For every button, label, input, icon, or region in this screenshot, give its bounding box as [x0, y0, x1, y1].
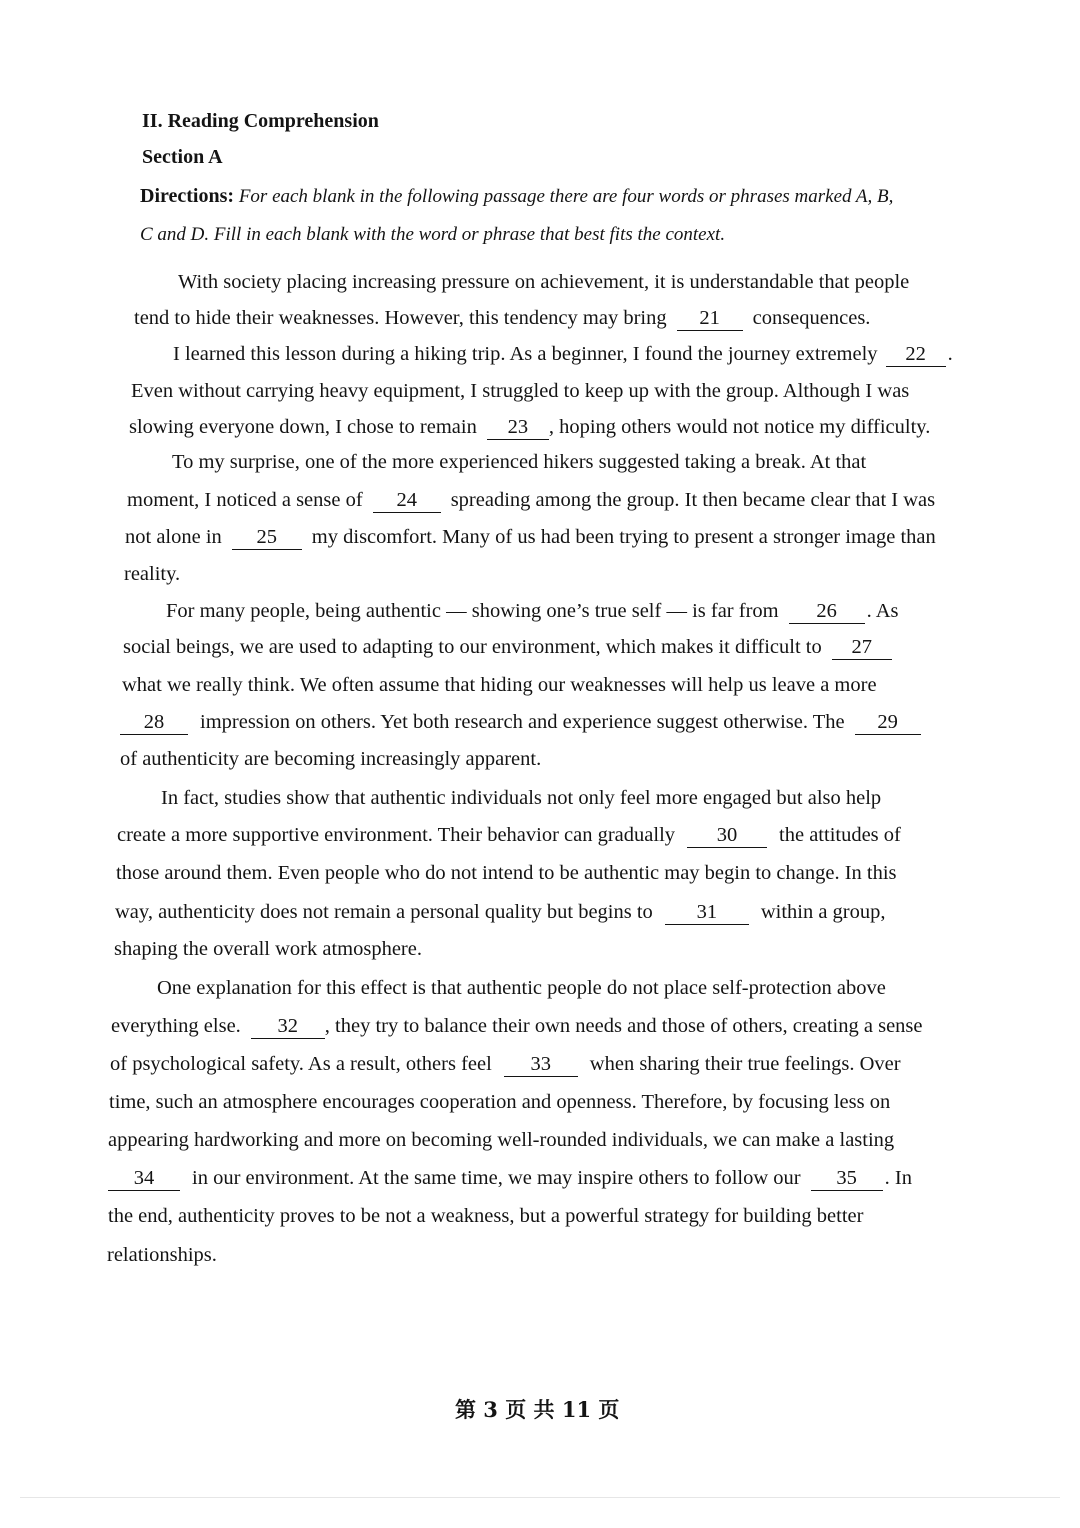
passage-line	[172, 451, 969, 474]
passage-text: appearing hardworking and more on becoming well-rounded individuals, we can make a lasting	[108, 1129, 895, 1151]
passage-line	[108, 1167, 912, 1191]
blank-34: 34	[108, 1167, 180, 1191]
passage-text: consequences.	[752, 307, 871, 329]
blank-35: 35	[811, 1167, 883, 1191]
passage-text: , hoping others would not notice my difficulty.	[548, 416, 931, 438]
blank-31: 31	[665, 901, 749, 925]
passage-text: . As	[866, 600, 899, 622]
passage-text: .	[947, 343, 953, 365]
directions-line-2: C and D. Fill in each blank with the word or phrase that best fits the context.	[140, 224, 726, 245]
passage-text: tend to hide their weaknesses. However, this tendency may bring	[134, 307, 667, 329]
passage-text: time, such an atmosphere encourages cooperation and openness. Therefore, by focusing less on	[109, 1091, 891, 1113]
passage-text: the end, authenticity proves to be not a weakness, but a powerful strategy for building better	[108, 1205, 864, 1227]
passage-text: With society placing increasing pressure on achievement, it is understandable that people	[178, 271, 910, 293]
passage-line	[131, 380, 969, 403]
directions-line-1	[140, 185, 893, 208]
passage-text: I learned this lesson during a hiking trip. As a beginner, I found the journey extremely	[173, 343, 878, 365]
passage-text: of psychological safety. As a result, others feel	[110, 1053, 492, 1075]
passage-text: reality.	[124, 563, 181, 585]
passage-text: social beings, we are used to adapting to our environment, which makes it difficult to	[123, 636, 822, 658]
passage-text: way, authenticity does not remain a personal quality but begins to	[115, 901, 653, 923]
passage-line	[122, 674, 969, 697]
passage-text: spreading among the group. It then became clear that I was	[450, 489, 936, 511]
passage-line	[157, 977, 974, 1000]
passage-line	[161, 787, 972, 810]
passage-line	[117, 824, 901, 848]
passage-line	[111, 1015, 923, 1039]
blank-30: 30	[687, 824, 767, 848]
passage-text: . In	[884, 1167, 912, 1189]
passage-text: when sharing their true feelings. Over	[589, 1053, 901, 1075]
passage-line	[127, 489, 935, 513]
passage-text: in our environment. At the same time, we may inspire others to follow our	[192, 1167, 801, 1189]
passage-text: those around them. Even people who do not intend to be authentic may begin to change. In this	[116, 862, 897, 884]
page-number: 第 3 页 共 11 页	[455, 1397, 620, 1422]
passage-line	[108, 1129, 972, 1152]
passage-text: moment, I noticed a sense of	[127, 489, 363, 511]
passage-text: One explanation for this effect is that authentic people do not place self-protection above	[157, 977, 886, 999]
passage-line	[115, 901, 886, 925]
passage-text: To my surprise, one of the more experienced hikers suggested taking a break. At that	[172, 451, 867, 473]
passage-line	[178, 271, 969, 294]
passage-text: my discomfort. Many of us had been trying to present a stronger image than	[311, 526, 936, 548]
section-title: II. Reading Comprehension	[142, 110, 379, 132]
passage-text: , they try to balance their own needs and those of others, creating a sense	[324, 1015, 923, 1037]
blank-27: 27	[832, 636, 892, 660]
blank-22: 22	[886, 343, 946, 367]
passage-line	[129, 416, 930, 440]
blank-25: 25	[232, 526, 302, 550]
passage-line	[110, 1053, 901, 1077]
passage-text: everything else.	[111, 1015, 241, 1037]
passage-text: not alone in	[125, 526, 222, 548]
passage-line	[116, 862, 973, 885]
blank-23: 23	[487, 416, 549, 440]
passage-text: what we really think. We often assume that hiding our weaknesses will help us leave a more	[122, 674, 877, 696]
passage-text: For many people, being authentic — showing one’s true self — is far from	[166, 600, 779, 622]
blank-32: 32	[251, 1015, 325, 1039]
passage-line	[120, 711, 921, 735]
passage-text: Even without carrying heavy equipment, I struggled to keep up with the group. Although I was	[131, 380, 910, 402]
blank-28: 28	[120, 711, 188, 735]
blank-29: 29	[855, 711, 921, 735]
section-subtitle: Section A	[142, 146, 223, 168]
passage-line	[173, 343, 953, 367]
passage-text: In fact, studies show that authentic individuals not only feel more engaged but also help	[161, 787, 882, 809]
passage-text: impression on others. Yet both research and experience suggest otherwise. The	[200, 711, 845, 733]
blank-26: 26	[789, 600, 865, 624]
bottom-divider	[20, 1497, 1060, 1498]
passage-text: create a more supportive environment. Their behavior can gradually	[117, 824, 676, 846]
passage-line	[166, 600, 899, 624]
passage-text: the attitudes of	[779, 824, 901, 846]
passage-text: within a group,	[760, 901, 886, 923]
blank-33: 33	[504, 1053, 578, 1077]
passage-line	[120, 748, 541, 771]
passage-line	[109, 1091, 975, 1114]
blank-24: 24	[373, 489, 441, 513]
passage-line	[125, 526, 936, 550]
directions-text-1: For each blank in the following passage there are four words or phrases marked A, B,	[238, 186, 894, 207]
passage-line	[107, 1244, 217, 1267]
directions-label: Directions:	[140, 185, 235, 207]
passage-text: slowing everyone down, I chose to remain	[129, 416, 477, 438]
passage-line	[108, 1205, 976, 1228]
passage-line	[124, 563, 180, 586]
passage-line	[123, 636, 892, 660]
passage-line	[134, 307, 870, 331]
passage-text: of authenticity are becoming increasingly apparent.	[120, 748, 542, 770]
passage-line	[114, 938, 422, 961]
passage-text: relationships.	[107, 1244, 217, 1266]
passage-text: shaping the overall work atmosphere.	[114, 938, 422, 960]
blank-21: 21	[677, 307, 743, 331]
